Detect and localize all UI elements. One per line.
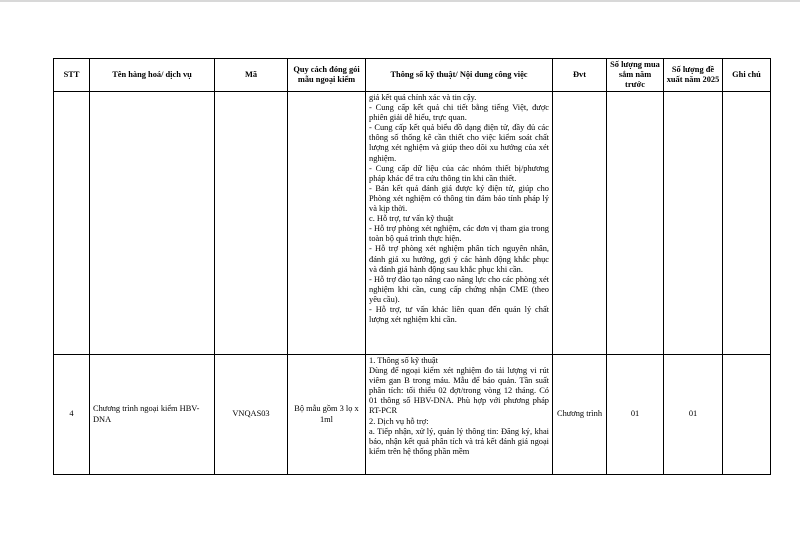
header-stt: STT xyxy=(54,59,90,92)
spec-line: - Hỗ trợ đào tạo nâng cao năng lực cho các phòng xét nghiệm khi cần, cung cấp chứng nhận CME (theo yêu cầu). xyxy=(369,274,549,304)
header-proposed-qty: Số lượng đề xuất năm 2025 xyxy=(664,59,723,92)
spec-line: Dùng để ngoại kiểm xét nghiệm đo tải lượng vi rút viêm gan B trong máu. Mẫu để bảo quản. Tần suất phân tích: tối thiểu 02 đợt/trong vòng 12 tháng. Có 01 thông số HBV-DNA. Phù hợp với phương pháp RT-PCR xyxy=(369,366,549,416)
procurement-table xyxy=(53,58,771,475)
cell-note xyxy=(723,355,771,475)
header-row xyxy=(54,59,771,92)
cell-packaging: Bộ mẫu gồm 3 lọ x 1ml xyxy=(288,355,366,475)
cell-proposed-qty xyxy=(664,92,723,355)
spec-line: 1. Thông số kỹ thuật xyxy=(369,356,438,365)
cell-prev-qty xyxy=(607,92,664,355)
header-packaging: Quy cách đóng gói mẫu ngoại kiểm xyxy=(288,59,366,92)
cell-unit: Chương trình xyxy=(553,355,607,475)
spec-line: - Cung cấp kết quả chi tiết bằng tiếng Việt, được phiên giải dễ hiểu, trực quan. xyxy=(369,103,549,123)
cell-packaging xyxy=(288,92,366,355)
spec-line: - Bản kết quả đánh giá được ký điện tử, giúp cho Phòng xét nghiệm có thông tin đảm bảo tính pháp lý và kịp thời. xyxy=(369,183,549,214)
spec-line: a. Tiếp nhận, xử lý, quản lý thông tin: Đăng ký, khai báo, nhận kết quả phân tích và trả kết đánh giá ngoại kiểm trên hệ thống phần mềm xyxy=(369,426,549,456)
spec-line: - Hỗ trợ phòng xét nghiệm phân tích nguyên nhân, đánh giá xu hướng, gợi ý các hành động khắc phục và đánh giá hành động sau khắc phục khi cần. xyxy=(369,244,549,274)
header-specs: Thông số kỹ thuật/ Nội dung công việc xyxy=(366,59,553,92)
table-row xyxy=(54,92,771,355)
header-name: Tên hàng hoá/ dịch vụ xyxy=(90,59,215,92)
spec-line: giá kết quả chính xác và tin cậy. xyxy=(369,93,477,102)
cell-proposed-qty: 01 xyxy=(664,355,723,475)
cell-note xyxy=(723,92,771,355)
spec-line: - Hỗ trợ phòng xét nghiệm, các đơn vị tham gia trong toàn bộ quá trình thực hiện. xyxy=(369,224,549,244)
spec-line: - Cung cấp dữ liệu của các nhóm thiết bị/phương pháp khác để tra cứu thông tin khi cần thiết. xyxy=(369,163,549,183)
cell-prev-qty: 01 xyxy=(607,355,664,475)
cell-code xyxy=(215,92,288,355)
spec-line: 2. Dịch vụ hỗ trợ: xyxy=(369,416,429,426)
cell-name: Chương trình ngoại kiểm HBV-DNA xyxy=(90,355,215,475)
spec-line: - Cung cấp kết quả biểu đồ dạng điện tử, đầy đủ các thông số thống kê cần thiết cho việc kiểm soát chất lượng xét nghiệm và giúp theo dõi xu hướng của xét nghiệm. xyxy=(369,123,549,163)
header-prev-qty: Số lượng mua sắm năm trước xyxy=(607,59,664,92)
table-row xyxy=(54,355,771,475)
spec-line: - Hỗ trợ, tư vấn khác liên quan đến quản lý chất lượng xét nghiệm khi cần. xyxy=(369,304,549,325)
cell-name xyxy=(90,92,215,355)
cell-specs xyxy=(366,92,553,355)
cell-stt xyxy=(54,92,90,355)
cell-specs xyxy=(366,355,553,475)
spec-line: c. Hỗ trợ, tư vấn kỹ thuật xyxy=(369,214,454,224)
cell-code: VNQAS03 xyxy=(215,355,288,475)
header-unit: Đvt xyxy=(553,59,607,92)
cell-unit xyxy=(553,92,607,355)
header-code: Mã xyxy=(215,59,288,92)
header-note: Ghi chú xyxy=(723,59,771,92)
cell-stt: 4 xyxy=(54,355,90,475)
